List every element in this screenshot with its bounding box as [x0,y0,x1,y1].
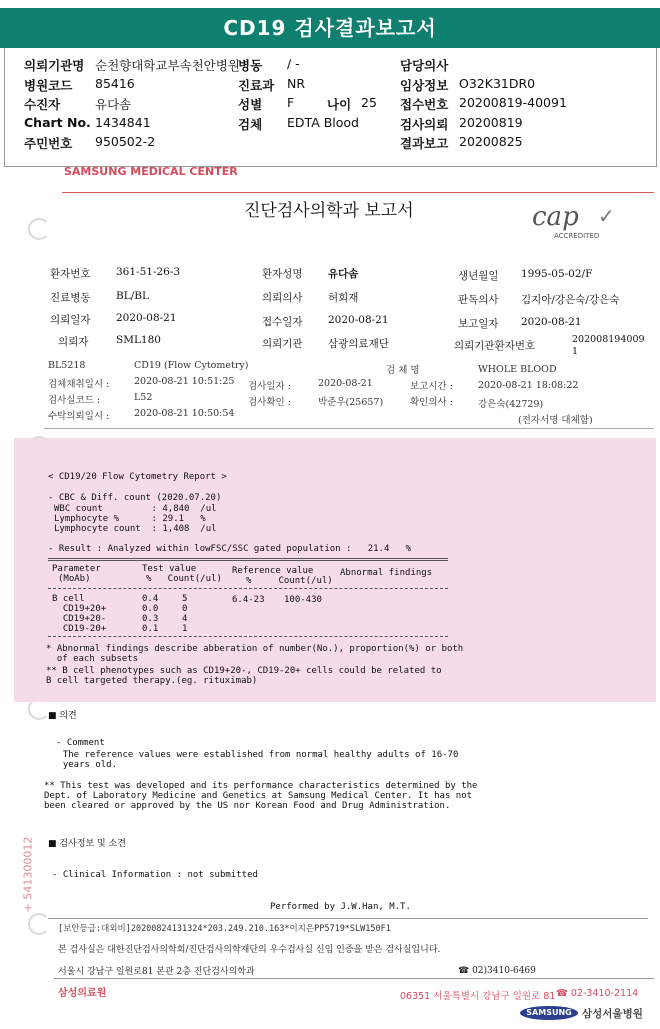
reading-doctor-value: 김지아/강은숙/강은숙 [521,294,620,306]
receipt-date-value: 2020-08-21 [328,314,389,326]
footer-rule [54,978,654,979]
report-name: < CD19/20 Flow Cytometry Report > [48,472,227,482]
col-ref-2: % Count(/ul) [246,576,333,586]
chart-no-value: 1434841 [95,115,151,130]
inst-patient-no-value-2: 1 [572,346,579,357]
lymphocyte-count: Lymphocyte count : 1,408 /ul [54,524,217,534]
confirm-value: 박준우(25657) [318,397,384,408]
sex-value: F [287,95,295,110]
clinical-information: - Clinical Information : not submitted [52,870,258,880]
report-title: CD19 검사결과보고서 [0,8,660,48]
patient-name-value: 유다솜 [328,268,359,280]
divider [44,428,654,429]
note-2b: B cell targeted therapy.(eg. rituximab) [46,676,258,686]
results-highlight [14,438,656,702]
test-name: CD19 (Flow Cytometry) [134,360,249,371]
checkmark-icon: ✓ [598,204,615,228]
development-line-2: Dept. of Laboratory Medicine and Genetics at Samsung Medical Center. It has not [44,791,473,801]
specimen-name-value: WHOLE BLOOD [478,364,557,375]
comment-line-1: The reference values were established from normal healthy adults of 16-70 [52,750,459,760]
lab-phone: ☎ 02)3410-6469 [458,966,536,976]
resident-no-value: 950502-2 [95,134,156,149]
wbc-count: WBC count : 4,840 /ul [54,504,217,514]
request-date-label: 검사의뢰 [400,117,449,132]
row-pct: 0.4 [142,594,159,604]
test-date-value: 2020-08-21 [318,378,373,389]
collect-label: 검체채취일시 : [48,379,110,390]
age-value: 25 [361,95,377,110]
footer-rule [48,918,648,919]
report-date-value: 20200825 [459,134,523,149]
table-rule [48,636,448,638]
specimen-label: 검체 [238,117,263,132]
institution-value: 순천향대학교부속천안병원 [95,58,240,73]
col-ref-1: Reference value [232,566,314,576]
report-date-value-scan: 2020-08-21 [521,316,582,328]
table-rule [48,588,448,590]
resident-no-label: 주민번호 [24,136,73,151]
result-line: - Result : Analyzed within lowFSC/SSC gated population : 21.4 % [48,544,412,554]
hospital-address: 06351 서울특별시 강남구 일원로 81 [400,991,556,1002]
request-date-value-scan: 2020-08-21 [116,312,177,324]
receive-value: 2020-08-21 10:50:54 [134,408,235,419]
security-line: [보안등급:대외비]20200824131324*203.249.210.163*이지은PP5719*SLW150F1 [58,924,391,934]
doctor-label: 담당의사 [400,58,449,73]
collect-value: 2020-08-21 10:51:25 [134,376,235,387]
info-section-label: ■ 검사정보 및 소견 [48,839,126,849]
ward-label-scan: 진료병동 [50,292,91,304]
patient-no-value: 361-51-26-3 [116,266,181,278]
verify-label: 확인의사 : [410,397,453,408]
col-test-2: % Count(/ul) [146,574,222,584]
signature-note: (전자서명 대체함) [518,415,593,426]
institution-value-scan: 삼광의료재단 [328,338,389,350]
lab-address: 서울시 강남구 일원로81 본관 2층 진단검사의학과 [58,967,255,977]
request-date-label-scan: 의뢰일자 [50,314,91,326]
col-test-1: Test value [142,564,197,574]
comment-label: - Comment [56,738,105,748]
scanned-report [14,165,656,1028]
samsung-logo: SAMSUNG [520,1006,578,1020]
row-param: CD19-20+ [52,624,107,634]
row-count: 0 [182,604,188,614]
ward-label: 병동 [238,58,263,73]
performed-by: Performed by J.W.Han, M.T. [270,902,411,912]
row-pct: 0.1 [142,624,159,634]
row-count: 4 [182,614,188,624]
development-line-1: ** This test was developed and its performance characteristics determined by the [44,781,478,791]
reading-doctor-label: 판독의사 [458,294,499,306]
clinical-info-value: O32K31DR0 [459,76,536,91]
row-pct: 0.0 [142,604,159,614]
test-date-label: 검사일자 : [248,381,291,392]
patient-name-label: 환자성명 [262,268,303,280]
row-count: 1 [182,624,188,634]
patient-no-label: 환자번호 [50,268,91,280]
comment-line-2: years old. [52,760,118,770]
institution-label: 의뢰기관명 [24,58,85,73]
row-ref-pct: 6.4-23 [232,595,265,605]
birth-value: 1995-05-02/F [521,268,593,280]
row-pct: 0.3 [142,614,159,624]
development-line-3: been cleared or approved by the US nor Korean Food and Drug Administration. [44,801,451,811]
birth-label: 생년월일 [458,270,499,282]
department-label: 진료과 [238,78,275,93]
hospital-brand: 삼성서울병원 [582,1008,643,1020]
note-1b: of each subsets [46,654,139,664]
col-param-1: Parameter [52,564,101,574]
side-number: + 541300012 [21,836,35,913]
inst-patient-no-value-1: 202008194009 [572,334,645,345]
requesting-doctor-value: 허회재 [328,292,359,304]
specimen-value: EDTA Blood [287,115,359,130]
inst-patient-no-label: 의뢰기관환자번호 [454,340,536,352]
ward-value-scan: BL/BL [116,290,149,302]
row-ref-count: 100-430 [284,595,322,605]
ward-value: / - [287,56,300,71]
room-value: L52 [134,392,153,403]
lab-report-title: 진단검사의학과 보고서 [244,201,414,221]
col-param-2: (MoAb) [58,574,91,584]
certification: 본 검사실은 대한진단검사의학회/진단검사의학재단의 우수검사실 신임 인증을 받은 검사실입니다. [58,945,441,955]
department-value: NR [287,76,306,91]
row-param: B cell [52,594,85,604]
report-date-label-scan: 보고일자 [458,318,499,330]
requester-value: SML180 [116,334,161,346]
request-date-value: 20200819 [459,115,523,130]
letterhead-rule [62,192,654,193]
note-2a: ** B cell phenotypes such as CD19+20-, CD19-20+ cells could be related to [46,666,442,676]
receive-label: 수탁의뢰일시 : [48,411,110,422]
specimen-name-label: 검 체 명 [386,365,420,376]
receipt-no-label: 접수번호 [400,97,449,112]
requester-label: 의뢰자 [58,336,89,348]
receipt-date-label: 접수일자 [262,316,303,328]
row-param: CD19+20+ [52,604,107,614]
note-1a: * Abnormal findings describe abberation of number(No.), proportion(%) or both [46,644,464,654]
room-label: 검사실코드 : [48,395,101,406]
report-date-label: 결과보고 [400,136,449,151]
lymphocyte-pct: Lymphocyte % : 29.1 % [54,514,206,524]
row-count: 5 [182,594,188,604]
table-rule [48,560,448,561]
cap-accredited: ACCREDITED [554,232,600,240]
confirm-label: 검사확인 : [248,397,291,408]
examinee-value: 유다솜 [95,97,132,112]
punch-hole [28,218,50,240]
examinee-label: 수진자 [24,97,61,112]
receipt-no-value: 20200819-40091 [459,95,567,110]
report-time-value: 2020-08-21 18:08:22 [478,380,579,391]
age-label: 나이 [327,97,352,112]
hospital-name-left: 삼성의료원 [58,988,107,999]
cbc-line: - CBC & Diff. count (2020.07.20) [48,493,222,503]
chart-no-label: Chart No. [24,115,91,130]
verify-value: 강은숙(42729) [478,399,544,410]
hospital-phone: ☎ 02-3410-2114 [556,988,639,999]
cap-logo: cap [532,202,579,232]
table-rule [48,558,448,559]
sex-label: 성별 [238,97,263,112]
report-time-label: 보고시간 : [410,381,453,392]
requesting-doctor-label: 의뢰의사 [262,292,303,304]
clinical-info-label: 임상정보 [400,78,449,93]
letterhead: SAMSUNG MEDICAL CENTER [64,165,238,178]
row-param: CD19+20- [52,614,107,624]
hospital-code-label: 병원코드 [24,78,73,93]
opinion-section-label: ■ 의견 [48,711,77,721]
col-abnormal: Abnormal findings [340,568,433,578]
test-code: BL5218 [48,360,86,371]
institution-label-scan: 의뢰기관 [262,338,303,350]
hospital-code-value: 85416 [95,76,135,91]
